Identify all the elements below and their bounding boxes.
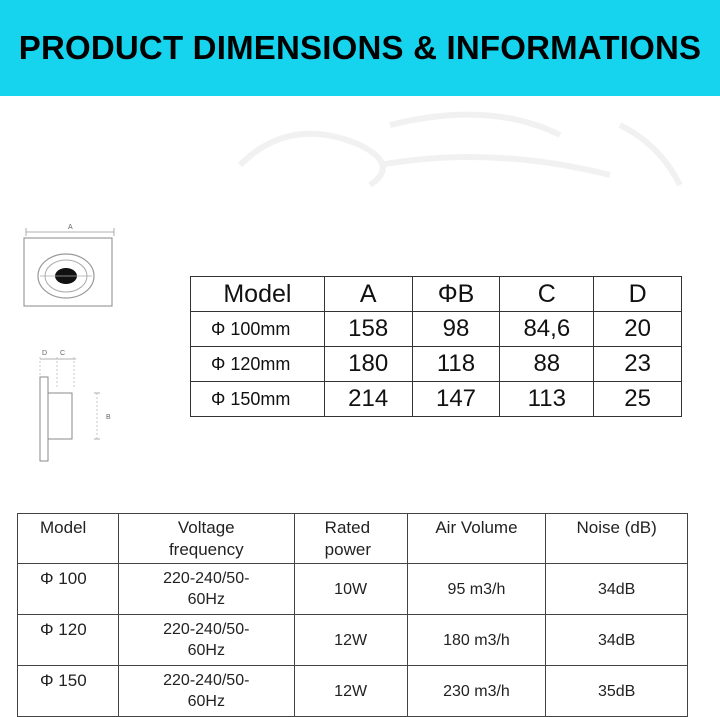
table-cell: 158 xyxy=(324,312,412,347)
table-cell: 88 xyxy=(500,347,594,382)
faded-product-image xyxy=(230,105,700,200)
table-row xyxy=(18,564,688,615)
table-cell: 180 m3/h xyxy=(407,615,546,666)
table-row xyxy=(191,312,682,347)
table-cell: Φ 100 xyxy=(18,564,119,615)
table-cell xyxy=(118,615,294,666)
column-header: A xyxy=(324,277,412,312)
table-cell: 147 xyxy=(412,382,500,417)
specifications-table xyxy=(17,513,688,717)
table-cell: 12W xyxy=(294,666,407,717)
table-cell-text: 220-240/50-60Hz xyxy=(163,672,250,710)
dimension-label-a: A xyxy=(68,224,73,231)
table-cell: 214 xyxy=(324,382,412,417)
dimension-label-c: C xyxy=(60,350,66,357)
table-cell: 230 m3/h xyxy=(407,666,546,717)
dimensions-table xyxy=(190,276,682,417)
column-header: Air Volume xyxy=(407,514,546,564)
column-header: D xyxy=(594,277,682,312)
page-title: PRODUCT DIMENSIONS & INFORMATIONS xyxy=(18,29,702,66)
table-row xyxy=(191,347,682,382)
table-cell: 25 xyxy=(594,382,682,417)
table-cell: 34dB xyxy=(546,615,688,666)
column-header: Noise (dB) xyxy=(546,514,688,564)
table-cell: 23 xyxy=(594,347,682,382)
table-cell: 118 xyxy=(412,347,500,382)
column-header-text: Voltage frequency xyxy=(168,518,244,559)
table-cell-text: 220-240/50-60Hz xyxy=(163,621,250,659)
dimension-label-b: B xyxy=(106,414,111,421)
table-cell: 84,6 xyxy=(500,312,594,347)
table-cell xyxy=(118,564,294,615)
column-header: Model xyxy=(191,277,325,312)
table-row xyxy=(18,615,688,666)
table-cell: 10W xyxy=(294,564,407,615)
table-row xyxy=(191,382,682,417)
table-cell: Φ 120mm xyxy=(191,347,325,382)
table-cell: Φ 150mm xyxy=(191,382,325,417)
dimension-label-d: D xyxy=(42,350,48,357)
table-cell: 35dB xyxy=(546,666,688,717)
table-cell: 12W xyxy=(294,615,407,666)
table-cell xyxy=(118,666,294,717)
table-cell: Φ 100mm xyxy=(191,312,325,347)
table-cell: 113 xyxy=(500,382,594,417)
table-cell: 98 xyxy=(412,312,500,347)
column-header: C xyxy=(500,277,594,312)
table-header-row xyxy=(18,514,688,564)
table-header-row xyxy=(191,277,682,312)
table-cell: Φ 150 xyxy=(18,666,119,717)
table-cell: 20 xyxy=(594,312,682,347)
column-header: Model xyxy=(18,514,119,564)
title-banner xyxy=(0,0,720,96)
table-cell: Φ 120 xyxy=(18,615,119,666)
column-header-text: Rated power xyxy=(324,518,371,559)
table-cell-text: 220-240/50-60Hz xyxy=(163,570,250,608)
table-row xyxy=(18,666,688,717)
table-cell: 180 xyxy=(324,347,412,382)
column-header: ΦB xyxy=(412,277,500,312)
table-cell: 95 m3/h xyxy=(407,564,546,615)
side-view-diagram xyxy=(26,347,126,467)
front-view-diagram xyxy=(20,220,120,310)
column-header xyxy=(118,514,294,564)
column-header xyxy=(294,514,407,564)
table-cell: 34dB xyxy=(546,564,688,615)
